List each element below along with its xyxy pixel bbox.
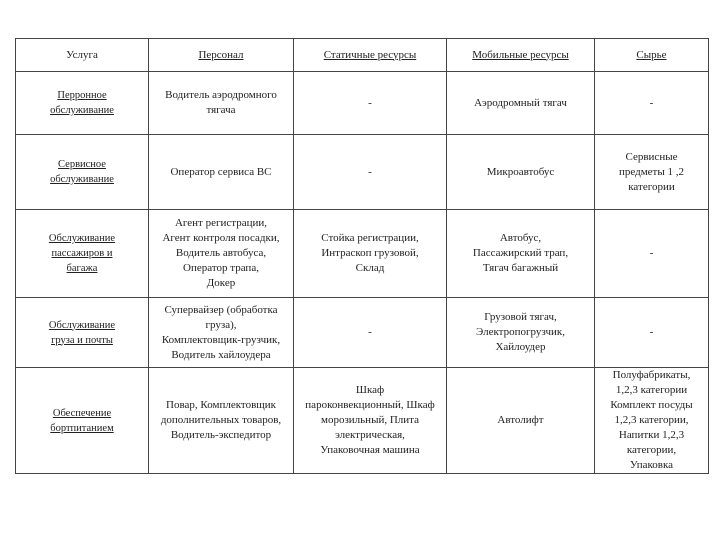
table-row <box>16 368 709 474</box>
raw-cell: - <box>595 72 709 135</box>
service-cell: Обеспечение бортпитанием <box>16 368 149 474</box>
raw-cell: - <box>595 210 709 298</box>
raw-cell: Полуфабрикаты, 1,2,3 категории Комплект посуды 1,2,3 категории, Напитки 1,2,3 категории, Упаковка <box>595 368 709 474</box>
mobile-cell: Автолифт <box>447 368 595 474</box>
service-cell: Перронное обслуживание <box>16 72 149 135</box>
static-cell: Стойка регистрации, Интраскоп грузовой, Склад <box>294 210 447 298</box>
mobile-cell: Автобус, Пассажирский трап, Тягач багажный <box>447 210 595 298</box>
header-row <box>16 39 709 72</box>
staff-cell: Оператор сервиса ВС <box>149 135 294 210</box>
service-cell: Сервисное обслуживание <box>16 135 149 210</box>
static-cell: - <box>294 298 447 368</box>
services-table <box>15 38 709 474</box>
header-static-resources: Статичные ресурсы <box>294 39 447 72</box>
mobile-cell: Грузовой тягач, Электропогрузчик, Хайлоудер <box>447 298 595 368</box>
service-cell: Обслуживание пассажиров и багажа <box>16 210 149 298</box>
table-row <box>16 298 709 368</box>
header-raw-materials: Сырье <box>595 39 709 72</box>
header-service: Услуга <box>16 39 149 72</box>
static-cell: Шкаф пароконвекционный, Шкаф морозильный, Плита электрическая, Упаковочная машина <box>294 368 447 474</box>
service-cell: Обслуживание груза и почты <box>16 298 149 368</box>
header-mobile-resources: Мобильные ресурсы <box>447 39 595 72</box>
static-cell: - <box>294 135 447 210</box>
mobile-cell: Микроавтобус <box>447 135 595 210</box>
table-row <box>16 210 709 298</box>
raw-cell: Сервисные предметы 1 ,2 категории <box>595 135 709 210</box>
raw-cell: - <box>595 298 709 368</box>
mobile-cell: Аэродромный тягач <box>447 72 595 135</box>
table-row <box>16 72 709 135</box>
header-staff: Персонал <box>149 39 294 72</box>
staff-cell: Повар, Комплектовщик дополнительных товаров, Водитель-экспедитор <box>149 368 294 474</box>
static-cell: - <box>294 72 447 135</box>
staff-cell: Агент регистрации, Агент контроля посадки, Водитель автобуса, Оператор трапа, Докер <box>149 210 294 298</box>
staff-cell: Водитель аэродромного тягача <box>149 72 294 135</box>
staff-cell: Супервайзер (обработка груза), Комплектовщик-грузчик, Водитель хайлоудера <box>149 298 294 368</box>
table-row <box>16 135 709 210</box>
